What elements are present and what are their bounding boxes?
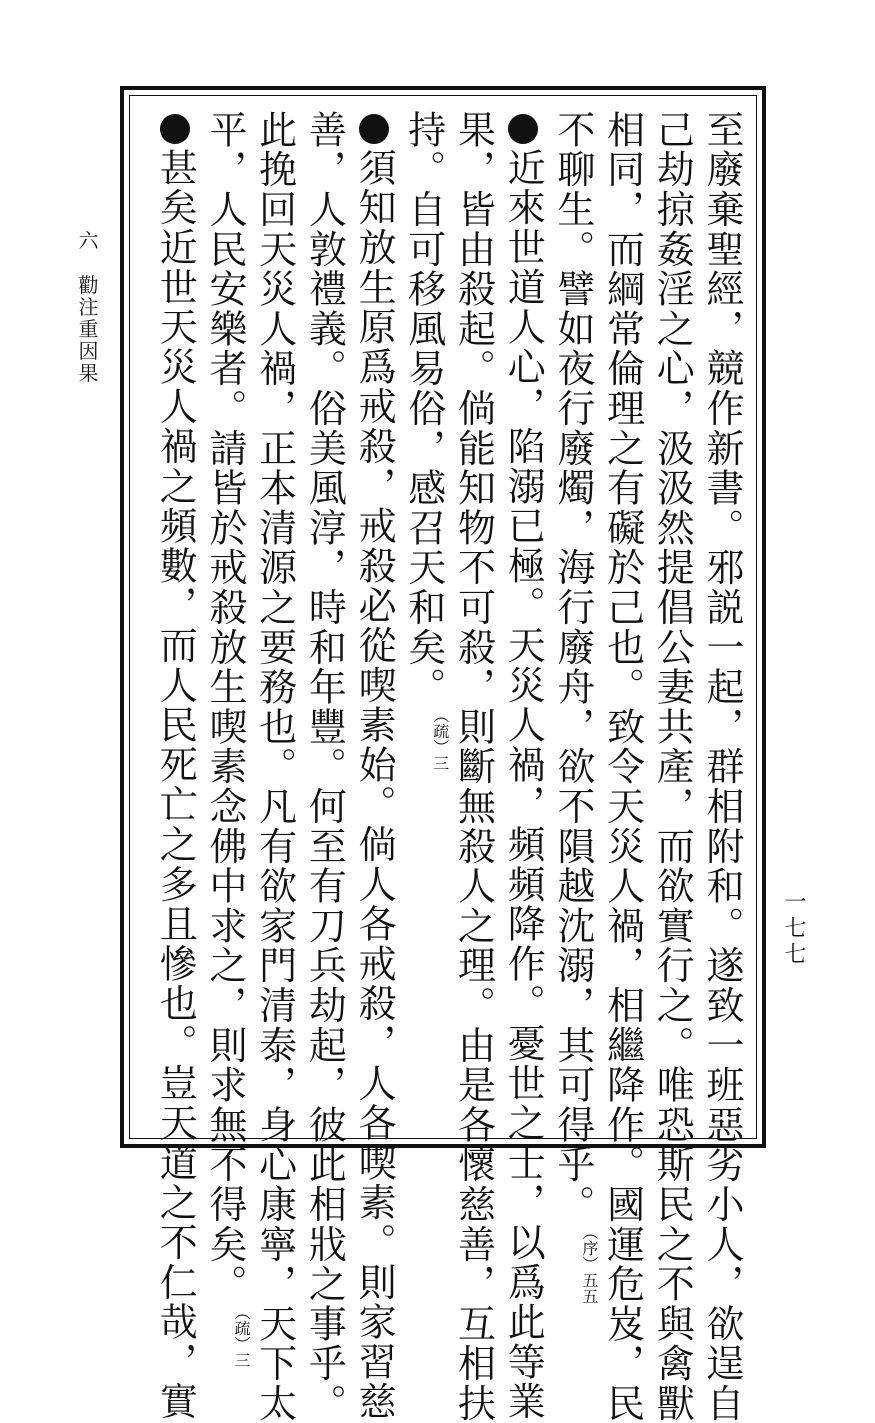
column-text: 己劫掠姦淫之心，汲汲然提倡公妻共產，而欲實行之。唯恐斯民之不與禽獸	[650, 110, 695, 1423]
text-column	[249, 110, 299, 1423]
text-column	[398, 110, 448, 1130]
book-title: 勸注重因果	[75, 274, 99, 385]
body-text	[146, 110, 746, 1423]
source-note: （疏）三	[430, 707, 450, 771]
source-note: （疏）三	[231, 1304, 251, 1368]
column-text: 近來世道人心，陷溺已極。天災人禍，頻頻降作。憂世之士，以爲此等業	[501, 148, 546, 1422]
text-column	[299, 110, 349, 1423]
text-column	[647, 110, 697, 1423]
column-text: 此挽回天災人禍，正本清源之要務也。凡有欲家門清泰，身心康寧，天下太	[252, 110, 297, 1423]
text-column	[150, 110, 200, 1422]
column-text: 善，人敦禮義。俗美風淳，時和年豐。何至有刀兵劫起，彼此相戕之事乎。	[302, 110, 347, 1423]
text-column	[199, 110, 251, 1368]
column-text: 須知放生原爲戒殺，戒殺必從喫素始。倘人各戒殺，人各喫素。則家習慈	[352, 148, 397, 1422]
text-column	[597, 110, 647, 1423]
text-column	[696, 110, 746, 1423]
column-text: 果，皆由殺起。倘能知物不可殺，則斷無殺人之理。由是各懷慈善，互相扶	[451, 110, 496, 1423]
bullet-icon	[160, 114, 190, 144]
column-text: 甚矣近世天災人禍之頻數，而人民死亡之多且慘也。豈天道之不仁哉，實	[153, 148, 198, 1422]
bullet-icon	[508, 114, 538, 144]
text-column	[547, 110, 599, 1305]
text-column	[497, 110, 547, 1422]
column-text: 平，人民安樂者。請皆於戒殺放生喫素念佛中求之，則求無不得矣。	[202, 110, 247, 1304]
page-number: 一七七	[781, 890, 806, 968]
source-note: （序）五五	[579, 1224, 599, 1305]
column-text: 持。自可移風易俗，感召天和矣。	[401, 110, 446, 707]
text-column	[448, 110, 498, 1423]
section-number: 六	[75, 230, 99, 252]
bullet-icon	[359, 114, 389, 144]
column-text: 不聊生。譬如夜行廢燭，海行廢舟，欲不隕越沈溺，其可得乎。	[550, 110, 595, 1225]
column-text: 相同，而綱常倫理之有礙於己也。致令天災人禍，相繼降作。國運危岌，民	[600, 110, 645, 1423]
column-text: 至廢棄聖經，競作新書。邪説一起，群相附和。遂致一班惡劣小人，欲逞自	[700, 110, 744, 1423]
text-column	[348, 110, 398, 1422]
side-header	[77, 230, 97, 384]
